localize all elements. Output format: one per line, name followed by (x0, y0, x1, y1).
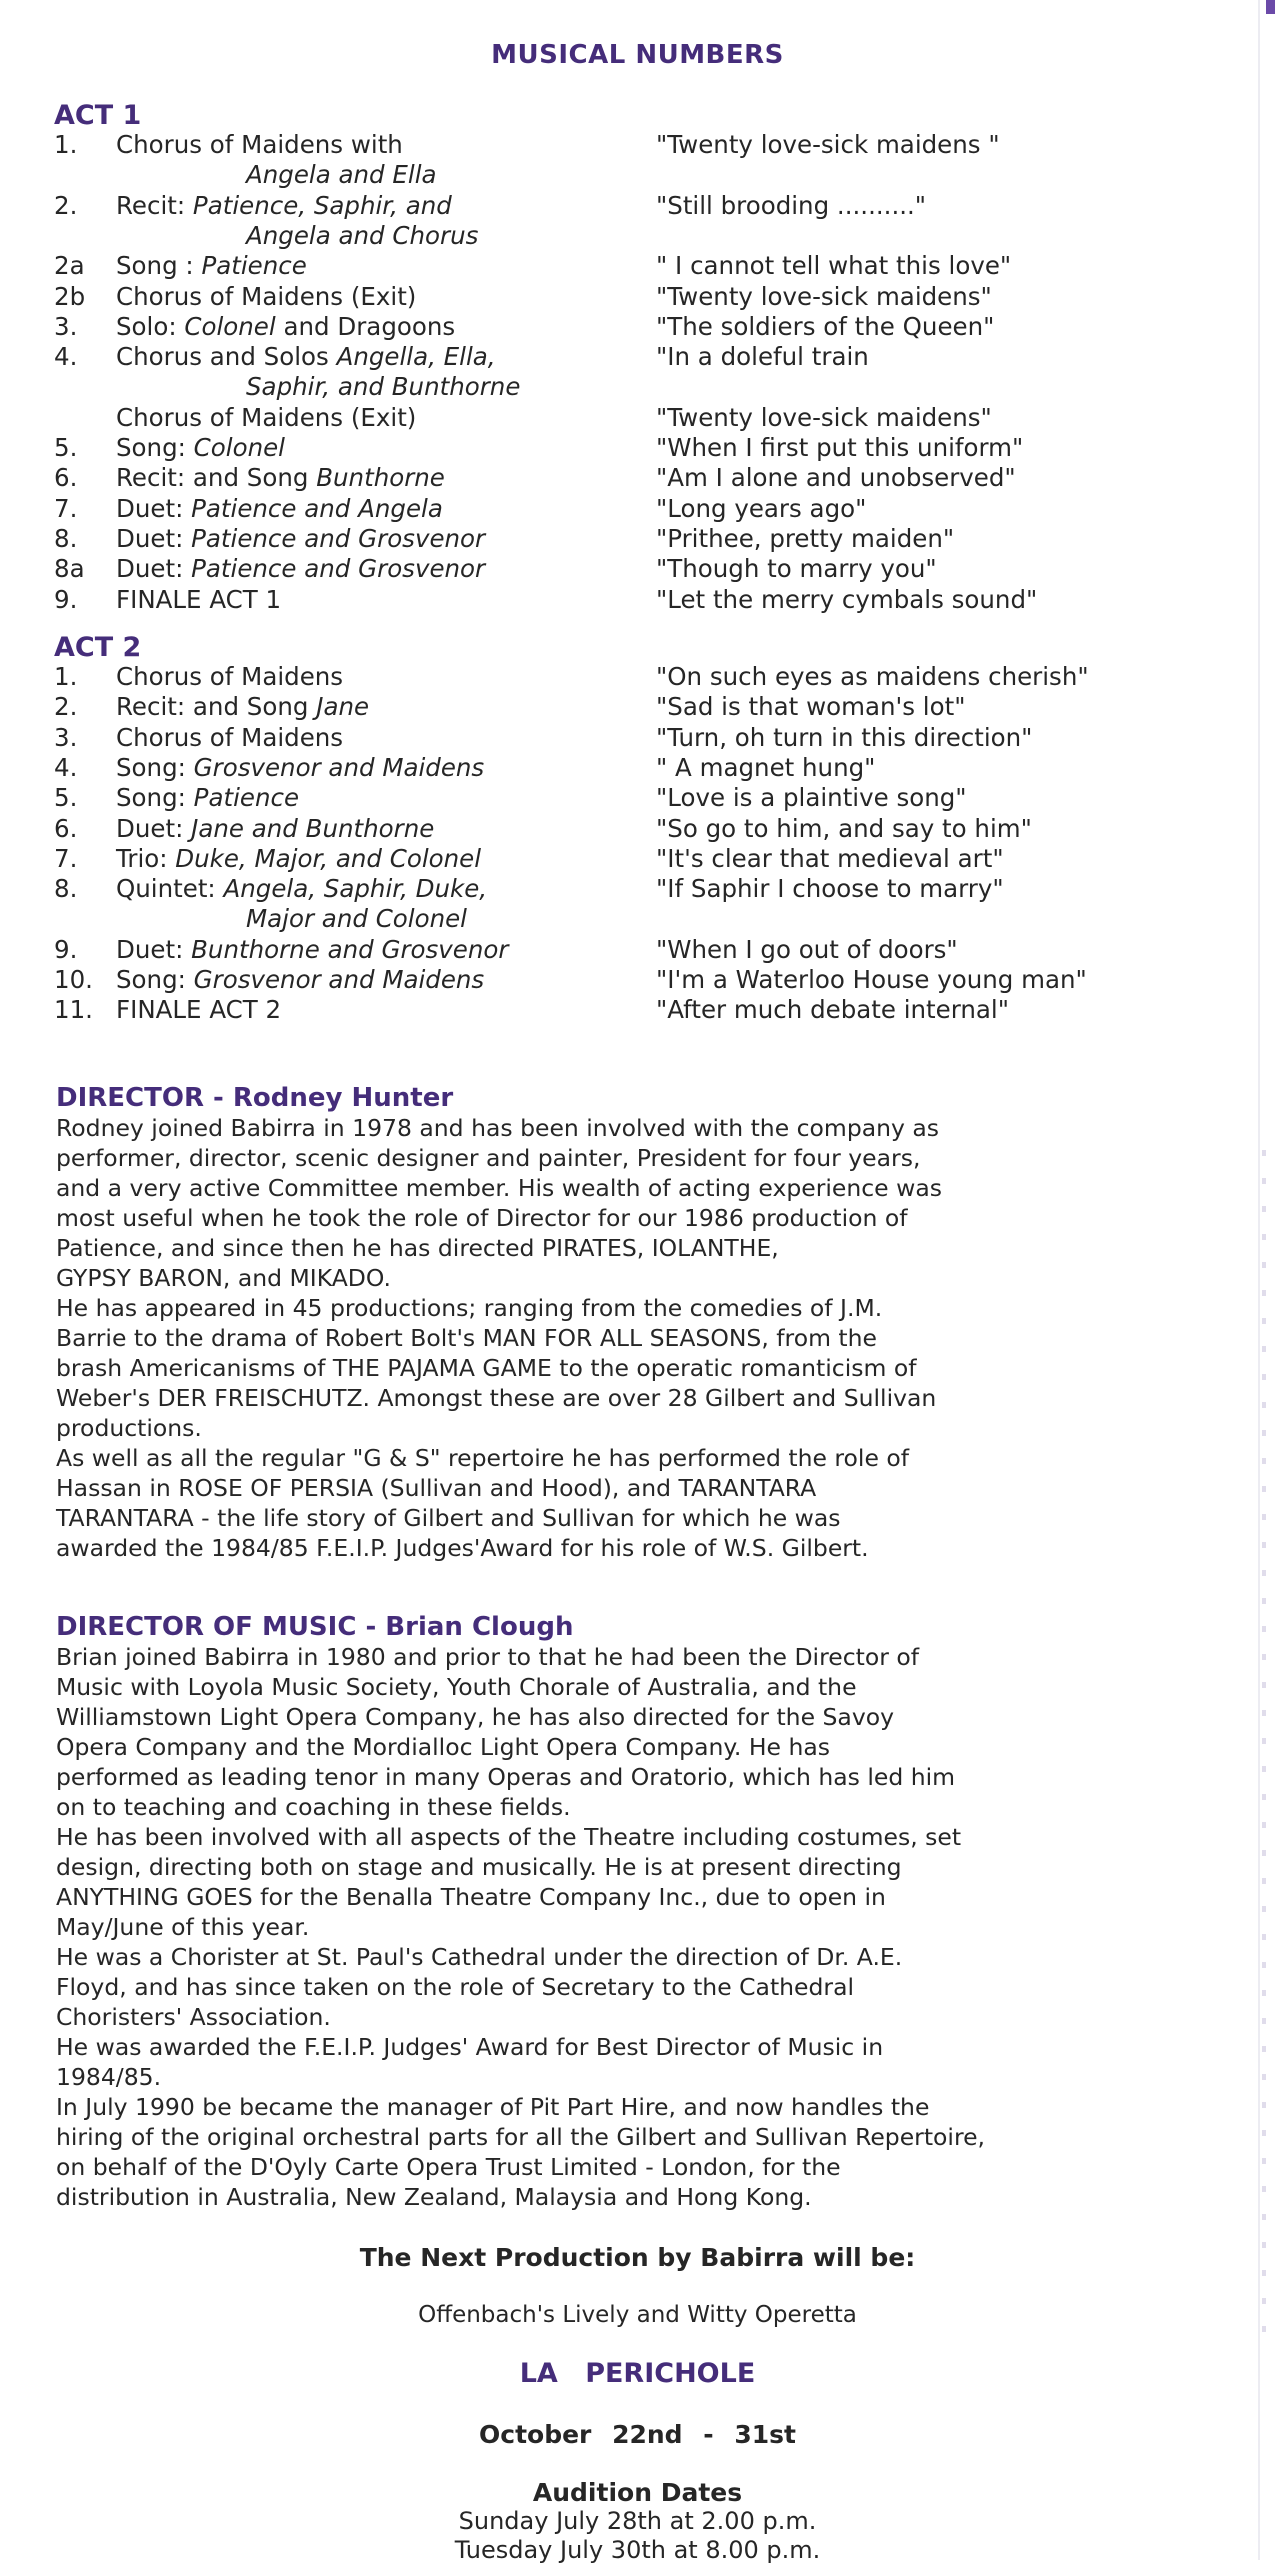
number-performers (116, 251, 646, 281)
performers-text: FINALE ACT 2 (116, 995, 282, 1025)
number-row (0, 463, 1275, 493)
number-row (0, 662, 1275, 692)
number-title: "Love is a plaintive song" (656, 783, 967, 813)
number-title: " A magnet hung" (656, 752, 876, 782)
number-index: 11. (54, 995, 93, 1025)
performers-text: Duet: (116, 493, 192, 523)
audition-date: Tuesday July 30th at 8.00 p.m. (454, 2536, 821, 2564)
number-index: 6. (54, 463, 78, 493)
number-performers (116, 191, 646, 221)
bio-line: May/June of this year. (56, 1913, 310, 1941)
number-row (0, 783, 1275, 813)
bio-line: distribution in Australia, New Zealand, Malaysia and Hong Kong. (56, 2183, 812, 2211)
number-index: 1. (54, 662, 78, 691)
number-title: "If Saphir I choose to marry" (656, 874, 1004, 904)
performers-roles: Angela and Chorus (246, 220, 479, 250)
performers-text: Solo: (116, 311, 185, 341)
number-row (0, 874, 1275, 904)
performers-text: Recit: (116, 190, 193, 220)
audition-title: Audition Dates (532, 2478, 743, 2507)
performers-text: Chorus of Maidens (116, 722, 344, 752)
number-performers (116, 995, 646, 1025)
number-title: "In a doleful train (656, 342, 869, 372)
number-index: 5. (54, 433, 78, 462)
number-row (0, 312, 1275, 342)
director-heading: DIRECTOR - Rodney Hunter (56, 1083, 454, 1113)
bio-line: Choristers' Association. (56, 2003, 331, 2031)
performers-roles: Patience and Grosvenor (191, 554, 486, 584)
number-row-continued (0, 904, 1275, 934)
number-performers (116, 312, 646, 342)
bio-line: As well as all the regular "G & S" repertoire he has performed the role of (56, 1444, 910, 1472)
next-production-title: The Next Production by Babirra will be: (359, 2243, 916, 2272)
number-performers (116, 463, 646, 493)
performers-text: Duet: (116, 523, 192, 553)
number-row (0, 935, 1275, 965)
bio-line: In July 1990 be became the manager of Pit Part Hire, and now handles the (56, 2093, 930, 2121)
performers-text: Chorus of Maidens (Exit) (116, 281, 417, 311)
music-director-bio (56, 1642, 1246, 2212)
number-title: "Long years ago" (656, 493, 867, 523)
bio-line: Patience, and since then he has directed PIRATES, IOLANTHE, (56, 1234, 779, 1262)
bio-line: TARANTARA - the life story of Gilbert and Sullivan for which he was (56, 1504, 841, 1532)
performers-text: Chorus of Maidens with (116, 130, 403, 159)
bio-line: hiring of the original orchestral parts for all the Gilbert and Sullivan Repertoire, (56, 2123, 986, 2151)
page-edge-marks (1262, 1150, 1266, 2350)
number-title: "When I first put this uniform" (656, 433, 1024, 462)
number-performers (116, 935, 646, 965)
performers-text: Duet: (116, 554, 192, 584)
number-index: 4. (54, 752, 78, 782)
bio-line: 1984/85. (56, 2063, 162, 2091)
number-row (0, 524, 1275, 554)
number-row (0, 494, 1275, 524)
bio-line: most useful when he took the role of Director for our 1986 production of (56, 1204, 908, 1232)
number-performers (116, 662, 646, 692)
number-row (0, 692, 1275, 722)
number-performers (116, 874, 646, 904)
performers-roles: Angella, Ella, (336, 342, 496, 372)
bio-line: Barrie to the drama of Robert Bolt's MAN FOR ALL SEASONS, from the (56, 1324, 877, 1352)
number-performers (116, 342, 646, 372)
number-title: "Twenty love-sick maidens" (656, 281, 992, 311)
number-index: 10. (54, 965, 93, 994)
number-title: "It's clear that medieval art" (656, 843, 1004, 873)
performers-roles: Patience (193, 783, 300, 813)
performers-roles: Patience and Angela (191, 493, 443, 523)
number-row (0, 191, 1275, 221)
number-index: 9. (54, 934, 78, 964)
bio-line: and a very active Committee member. His wealth of acting experience was (56, 1174, 942, 1202)
performers-roles: Bunthorne and Grosvenor (191, 934, 509, 964)
director-bio (56, 1113, 1246, 1563)
performers-roles: Patience, Saphir, and (192, 190, 452, 220)
number-title: "Twenty love-sick maidens " (656, 130, 1000, 159)
number-title: "Still brooding .........." (656, 190, 927, 220)
number-index: 7. (54, 493, 78, 523)
number-index: 1. (54, 130, 78, 159)
number-index: 8. (54, 523, 78, 553)
bio-line: performer, director, scenic designer and painter, President for four years, (56, 1144, 921, 1172)
number-performers (116, 965, 646, 995)
number-title: "Twenty love-sick maidens" (656, 402, 992, 432)
performers-roles: Patience (201, 251, 307, 281)
number-performers (116, 433, 646, 463)
number-row-continued (0, 372, 1275, 402)
performers-roles: Duke, Major, and Colonel (175, 843, 482, 873)
bio-line: awarded the 1984/85 F.E.I.P. Judges'Award for his role of W.S. Gilbert. (56, 1534, 869, 1562)
next-production-subtitle: Offenbach's Lively and Witty Operetta (418, 2302, 857, 2328)
number-index: 2. (54, 692, 78, 722)
performers-text: Recit: and Song (116, 463, 317, 493)
bio-line: ANYTHING GOES for the Benalla Theatre Company Inc., due to open in (56, 1883, 886, 1911)
performers-roles: Angela, Saphir, Duke, (223, 874, 488, 904)
number-title: "Turn, oh turn in this direction" (656, 722, 1033, 752)
bio-line: on behalf of the D'Oyly Carte Opera Trust Limited - London, for the (56, 2153, 841, 2181)
next-production-dates: October 22nd - 31st (479, 2420, 796, 2449)
number-performers (116, 692, 646, 722)
number-performers (116, 494, 646, 524)
performers-roles: Jane and Bunthorne (191, 813, 435, 843)
number-row (0, 433, 1275, 463)
act1-heading: ACT 1 (54, 100, 142, 131)
number-title: "The soldiers of the Queen" (656, 311, 995, 341)
number-title: "Am I alone and unobserved" (656, 463, 1016, 493)
number-index: 9. (54, 584, 78, 614)
number-performers (116, 524, 646, 554)
number-performers (116, 723, 646, 753)
bio-line: He has been involved with all aspects of the Theatre including costumes, set (56, 1823, 962, 1851)
performers-text: Quintet: (116, 874, 224, 904)
number-index: 2b (54, 281, 86, 311)
number-title: "On such eyes as maidens cherish" (656, 662, 1089, 691)
performers-roles: Colonel (193, 433, 285, 462)
next-production-show: LA PERICHOLE (519, 2358, 756, 2389)
performers-text: FINALE ACT 1 (116, 584, 282, 614)
corner-mark (1266, 0, 1275, 14)
performers-text: Song: (116, 965, 194, 994)
number-row (0, 554, 1275, 584)
number-title: "I'm a Waterloo House young man" (656, 965, 1087, 994)
bio-line: Music with Loyola Music Society, Youth Chorale of Australia, and the (56, 1673, 857, 1701)
performers-roles: Jane (316, 692, 370, 722)
number-index: 7. (54, 843, 78, 873)
number-row (0, 844, 1275, 874)
performers-text: Chorus of Maidens (Exit) (116, 402, 417, 432)
performers-text: Song : (116, 251, 202, 281)
number-title: "Prithee, pretty maiden" (656, 523, 955, 553)
number-title: "Let the merry cymbals sound" (656, 584, 1038, 614)
performers-roles: Grosvenor and Maidens (193, 752, 485, 782)
number-row (0, 814, 1275, 844)
number-row (0, 130, 1275, 160)
number-row (0, 403, 1275, 433)
number-row (0, 342, 1275, 372)
number-index: 2. (54, 190, 78, 220)
number-index: 2a (54, 251, 85, 281)
performers-roles: Colonel (184, 311, 276, 341)
bio-line: Weber's DER FREISCHUTZ. Amongst these are over 28 Gilbert and Sullivan (56, 1384, 937, 1412)
bio-line: He was awarded the F.E.I.P. Judges' Award for Best Director of Music in (56, 2033, 884, 2061)
number-performers (116, 783, 646, 813)
bio-line: design, directing both on stage and musically. He is at present directing (56, 1853, 902, 1881)
number-performers (116, 585, 646, 615)
performers-text: Duet: (116, 934, 192, 964)
bio-line: Brian joined Babirra in 1980 and prior to that he had been the Director of (56, 1643, 919, 1671)
number-performers (116, 403, 646, 433)
number-title: "After much debate internal" (656, 995, 1010, 1025)
number-row (0, 251, 1275, 281)
number-row (0, 995, 1275, 1025)
number-performers (116, 844, 646, 874)
number-index: 3. (54, 311, 78, 341)
bio-line: Floyd, and has since taken on the role of Secretary to the Cathedral (56, 1973, 855, 2001)
number-performers (116, 753, 646, 783)
performers-text: Chorus of Maidens (116, 662, 344, 691)
performers-roles: Angela and Ella (246, 160, 437, 190)
performers-text: Song: (116, 433, 194, 462)
number-index: 8a (54, 554, 85, 584)
audition-date: Sunday July 28th at 2.00 p.m. (458, 2507, 817, 2535)
performers-roles: Major and Colonel (246, 904, 467, 934)
bio-line: brash Americanisms of THE PAJAMA GAME to the operatic romanticism of (56, 1354, 917, 1382)
performers-text: Song: (116, 752, 194, 782)
bio-line: Williamstown Light Opera Company, he has also directed for the Savoy (56, 1703, 895, 1731)
bio-line: productions. (56, 1414, 202, 1442)
performers-text: Duet: (116, 813, 192, 843)
number-row (0, 965, 1275, 995)
bio-line: GYPSY BARON, and MIKADO. (56, 1264, 391, 1292)
number-title: "When I go out of doors" (656, 934, 958, 964)
music-director-heading: DIRECTOR OF MUSIC - Brian Clough (56, 1612, 574, 1642)
number-index: 3. (54, 722, 78, 752)
number-row (0, 585, 1275, 615)
performers-text: Recit: and Song (116, 692, 317, 722)
number-row-continued (0, 221, 1275, 251)
bio-line: He was a Chorister at St. Paul's Cathedral under the direction of Dr. A.E. (56, 1943, 903, 1971)
performers-text: Trio: (116, 843, 176, 873)
performers-roles: Bunthorne (316, 463, 445, 493)
bio-line: Rodney joined Babirra in 1978 and has been involved with the company as (56, 1114, 940, 1142)
performers-text: Song: (116, 783, 194, 813)
number-row (0, 753, 1275, 783)
number-performers (116, 814, 646, 844)
bio-line: performed as leading tenor in many Operas and Oratorio, which has led him (56, 1763, 956, 1791)
performers-roles: Grosvenor and Maidens (193, 965, 485, 994)
number-title: "Sad is that woman's lot" (656, 692, 966, 722)
number-index: 5. (54, 783, 78, 813)
performers-text: Chorus and Solos (116, 342, 337, 372)
performers-text: and Dragoons (275, 311, 456, 341)
number-performers (116, 282, 646, 312)
number-row (0, 723, 1275, 753)
act2-heading: ACT 2 (54, 632, 142, 663)
number-performers (116, 554, 646, 584)
number-title: "So go to him, and say to him" (656, 813, 1032, 843)
bio-line: on to teaching and coaching in these fields. (56, 1793, 571, 1821)
page-title: MUSICAL NUMBERS (491, 40, 784, 70)
bio-line: Opera Company and the Mordialloc Light Opera Company. He has (56, 1733, 831, 1761)
number-row (0, 282, 1275, 312)
number-title: "Though to marry you" (656, 554, 937, 584)
bio-line: He has appeared in 45 productions; ranging from the comedies of J.M. (56, 1294, 883, 1322)
performers-roles: Saphir, and Bunthorne (246, 372, 521, 402)
number-performers (116, 130, 646, 160)
number-index: 8. (54, 874, 78, 904)
number-row-continued (0, 160, 1275, 190)
number-title: " I cannot tell what this love" (656, 251, 1012, 281)
bio-line: Hassan in ROSE OF PERSIA (Sullivan and Hood), and TARANTARA (56, 1474, 817, 1502)
number-index: 6. (54, 813, 78, 843)
number-index: 4. (54, 342, 78, 372)
performers-roles: Patience and Grosvenor (191, 523, 486, 553)
